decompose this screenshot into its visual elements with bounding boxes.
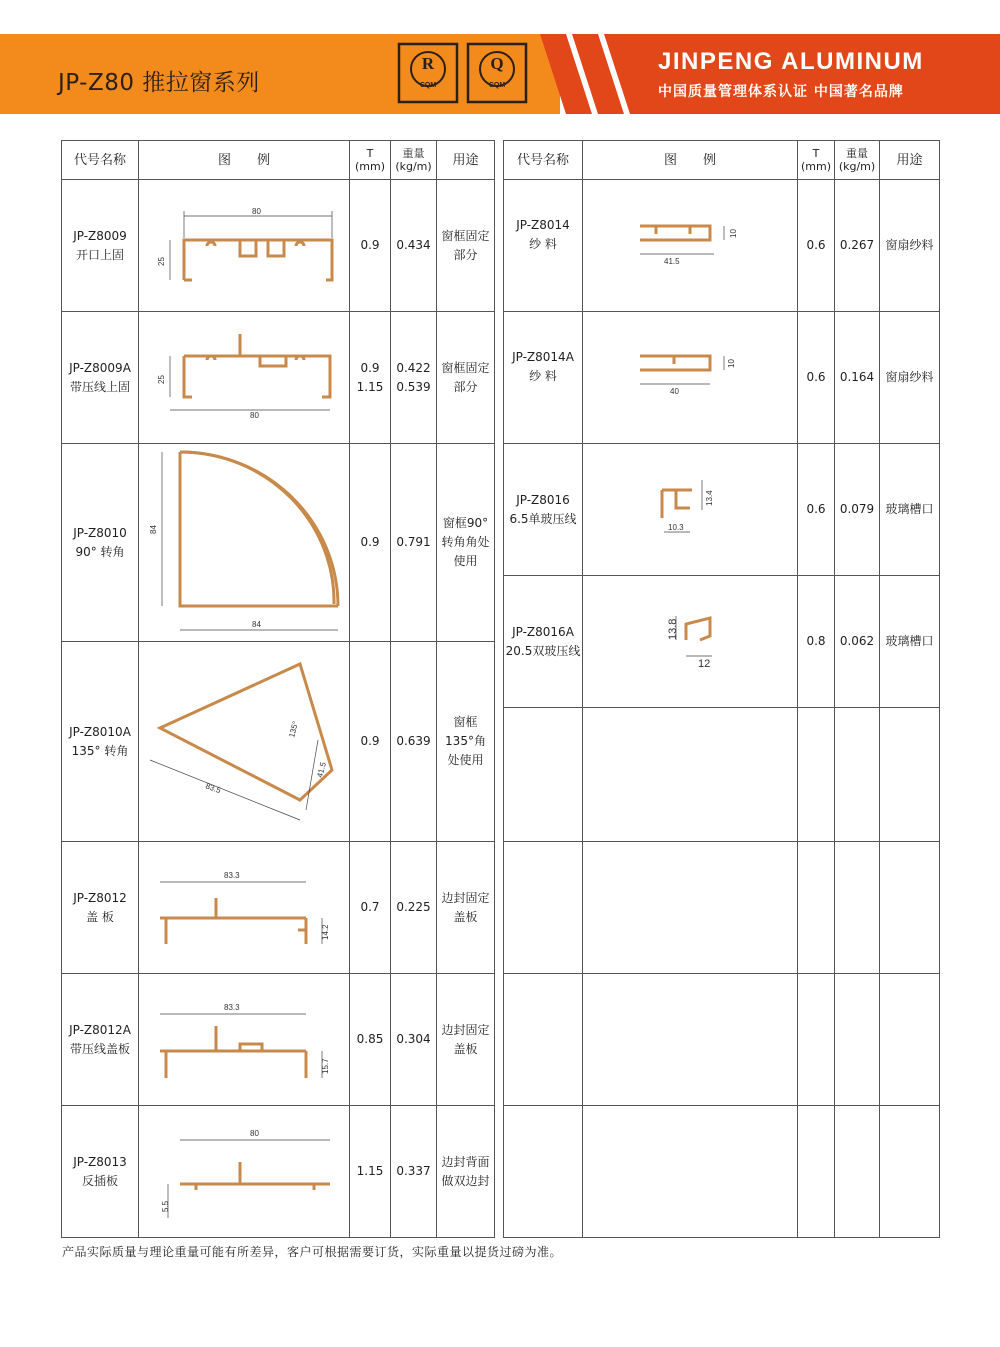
dim-label: 84: [149, 525, 158, 534]
table-row-weight: 0.225: [396, 900, 431, 914]
table-row-use: 玻璃槽口: [885, 634, 934, 648]
table-row-t: 0.9: [360, 734, 380, 748]
table-row-code: JP-Z8012A 带压线盖板: [69, 1022, 131, 1056]
table-row-use: 边封背面做双边封: [441, 1154, 490, 1188]
col-header-code: 代号名称: [73, 152, 126, 168]
table-row-use: 边封固定盖板: [441, 890, 490, 924]
table-row-code: JP-Z8009 开口上固: [73, 228, 127, 262]
table-row-use: 边封固定盖板: [441, 1022, 490, 1056]
dim-label: 135°: [287, 720, 301, 739]
dim-label: 41.5: [664, 257, 680, 266]
table-row-weight: 0.267: [839, 238, 875, 252]
dim-label: 15.7: [321, 1058, 330, 1074]
dim-label: 12: [698, 658, 711, 670]
table-row-weight: 0.434: [396, 238, 431, 252]
table-row-t: 0.6: [806, 502, 826, 516]
dim-label: 80: [250, 411, 259, 420]
dim-label: 83.3: [224, 871, 240, 880]
table-row-t: 0.6: [806, 370, 826, 384]
table-row-weight: 0.422 0.539: [396, 360, 431, 394]
dim-label: 84: [252, 620, 261, 629]
profile-jp-z8009a: [184, 356, 192, 397]
profile-jp-z8010a: [160, 664, 332, 800]
cqm-r-logo: R CQM: [397, 42, 459, 104]
page-title: JP-Z80 推拉窗系列: [58, 70, 260, 96]
profile-jp-z8012: [160, 898, 306, 944]
table-row-use: 窗扇纱料: [885, 238, 934, 252]
footnote: 产品实际质量与理论重量可能有所差异，客户可根据需要订货，实际重量以提货过磅为准。: [62, 1245, 563, 1259]
cqm-q-logo: Q CQM: [466, 42, 528, 104]
dim-label: 83.5: [204, 781, 223, 796]
dim-label: 13.8: [667, 618, 679, 640]
brand-name: JINPENG ALUMINUM: [658, 48, 924, 75]
table-row-code: JP-Z8009A 带压线上固: [69, 360, 131, 394]
table-row-t: 0.85: [356, 1032, 384, 1046]
table-row-code: JP-Z8016A 20.5双玻压线: [505, 624, 581, 658]
dim-label: 25: [157, 375, 166, 384]
table-row-t: 0.8: [806, 634, 826, 648]
dim-label: 80: [252, 207, 261, 216]
table-row-code: JP-Z8013 反插板: [73, 1154, 127, 1188]
table-row-code: JP-Z8012 盖 板: [73, 890, 127, 924]
dim-label: 80: [250, 1129, 259, 1138]
profile-jp-z8012a: [160, 1026, 306, 1078]
table-row-t: 0.7: [360, 900, 380, 914]
dim-label: 25: [157, 257, 166, 266]
dim-label: 14.2: [321, 924, 330, 940]
table-row-use: 窗框90°转角角处使用: [441, 516, 490, 568]
table-row-weight: 0.791: [396, 535, 431, 549]
table-row-t: 0.6: [806, 238, 826, 252]
col-header-weight: 重量 (kg/m): [395, 147, 432, 173]
table-row-t: 1.15: [356, 1164, 384, 1178]
table-row-code: JP-Z8014A 纱 料: [512, 350, 574, 383]
dim-label: 41.5: [315, 761, 328, 779]
table-row-code: JP-Z8010 90° 转角: [73, 525, 127, 559]
table-row-code: JP-Z8014 纱 料: [516, 218, 570, 251]
table-row-use: 玻璃槽口: [885, 502, 934, 516]
table-row-weight: 0.062: [839, 634, 875, 648]
table-row-use: 窗框固定部分: [441, 228, 490, 262]
dim-label: 10.3: [668, 523, 684, 532]
profile-jp-z8016a: [686, 618, 710, 640]
table-row-weight: 0.164: [839, 370, 875, 384]
col-header-t: T (mm): [354, 147, 385, 173]
col-header-t-right: T (mm): [800, 147, 831, 173]
col-header-use-right: 用途: [896, 152, 923, 168]
profile-jp-z8014a: [640, 356, 710, 370]
table-row-t: 0.9: [360, 535, 380, 549]
profile-jp-z8014: [640, 226, 710, 240]
col-header-use: 用途: [452, 152, 479, 168]
dim-label: 40: [670, 387, 679, 396]
col-header-figure: 图 例: [217, 152, 270, 168]
dim-label: 10: [727, 359, 736, 368]
table-row-weight: 0.337: [396, 1164, 431, 1178]
table-row-code: JP-Z8016 6.5单玻压线: [509, 492, 577, 526]
table-row-weight: 0.304: [396, 1032, 431, 1046]
table-row-use: 窗框135°角处使用: [445, 715, 486, 767]
table-row-weight: 0.639: [396, 734, 431, 748]
brand-subtitle: 中国质量管理体系认证 中国著名品牌: [658, 84, 904, 100]
dim-label: 13.4: [705, 490, 714, 506]
table-row-t: 0.9 1.15: [356, 360, 384, 394]
dim-label: 83.3: [224, 1003, 240, 1012]
profile-jp-z8013: [180, 1162, 330, 1190]
dim-label: 5.5: [161, 1200, 170, 1212]
col-header-code-right: 代号名称: [516, 152, 569, 168]
dim-label: 10: [729, 229, 738, 238]
col-header-figure-right: 图 例: [663, 152, 716, 168]
table-row-t: 0.9: [360, 238, 380, 252]
col-header-weight-right: 重量 (kg/m): [838, 147, 876, 173]
table-row-use: 窗框固定部分: [441, 360, 490, 394]
profile-jp-z8016: [662, 490, 692, 518]
table-row-weight: 0.079: [839, 502, 875, 516]
table-row-code: JP-Z8010A 135° 转角: [69, 724, 131, 758]
table-row-use: 窗扇纱料: [885, 370, 934, 384]
